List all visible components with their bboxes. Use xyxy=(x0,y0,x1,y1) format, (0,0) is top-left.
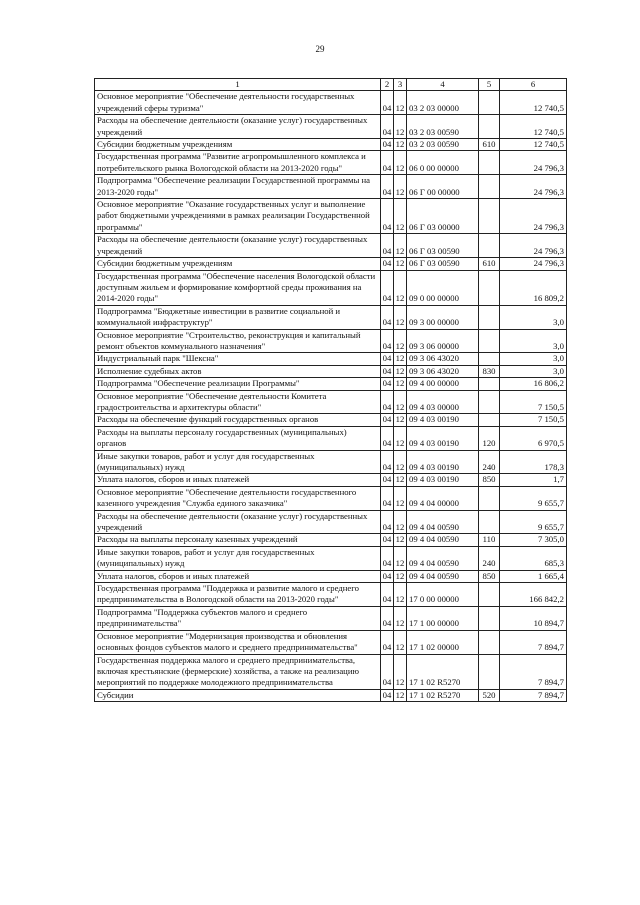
table-row xyxy=(95,353,567,365)
row-expense-type: 850 xyxy=(479,570,500,582)
row-amount: 685,3 xyxy=(500,546,567,570)
table-row xyxy=(95,510,567,534)
row-name: Расходы на обеспечение деятельности (оказание услуг) государственных учреждений xyxy=(95,115,381,139)
row-section: 04 xyxy=(381,654,394,689)
row-expense-type xyxy=(479,390,500,414)
row-name: Иные закупки товаров, работ и услуг для государственных (муниципальных) нужд xyxy=(95,546,381,570)
row-section: 04 xyxy=(381,534,394,546)
row-subsection: 12 xyxy=(394,378,407,390)
row-amount: 7 894,7 xyxy=(500,689,567,701)
row-target-code: 17 0 00 00000 xyxy=(407,583,479,607)
row-target-code: 17 1 02 R5270 xyxy=(407,654,479,689)
table-row xyxy=(95,606,567,630)
row-section: 04 xyxy=(381,486,394,510)
row-expense-type xyxy=(479,654,500,689)
row-subsection: 12 xyxy=(394,630,407,654)
table-row xyxy=(95,175,567,199)
page-number: 29 xyxy=(315,44,325,54)
row-section: 04 xyxy=(381,546,394,570)
row-amount: 24 796,3 xyxy=(500,234,567,258)
row-subsection: 12 xyxy=(394,474,407,486)
row-expense-type: 110 xyxy=(479,534,500,546)
row-target-code: 03 2 03 00590 xyxy=(407,115,479,139)
table-row xyxy=(95,450,567,474)
row-name: Субсидии xyxy=(95,689,381,701)
row-section: 04 xyxy=(381,414,394,426)
row-amount: 24 796,3 xyxy=(500,151,567,175)
table-row xyxy=(95,258,567,270)
row-section: 04 xyxy=(381,570,394,582)
row-target-code: 09 4 04 00000 xyxy=(407,486,479,510)
row-target-code: 09 4 04 00590 xyxy=(407,546,479,570)
row-section: 04 xyxy=(381,378,394,390)
row-expense-type xyxy=(479,353,500,365)
table-row xyxy=(95,378,567,390)
row-section: 04 xyxy=(381,115,394,139)
row-expense-type xyxy=(479,510,500,534)
row-target-code: 06 Г 03 00000 xyxy=(407,199,479,234)
row-name: Уплата налогов, сборов и иных платежей xyxy=(95,570,381,582)
row-subsection: 12 xyxy=(394,139,407,151)
table-row xyxy=(95,270,567,305)
table-row xyxy=(95,305,567,329)
row-amount: 178,3 xyxy=(500,450,567,474)
row-subsection: 12 xyxy=(394,270,407,305)
row-subsection: 12 xyxy=(394,175,407,199)
row-subsection: 12 xyxy=(394,426,407,450)
row-subsection: 12 xyxy=(394,305,407,329)
row-subsection: 12 xyxy=(394,365,407,377)
row-target-code: 06 0 00 00000 xyxy=(407,151,479,175)
row-expense-type xyxy=(479,151,500,175)
row-section: 04 xyxy=(381,630,394,654)
table-row xyxy=(95,546,567,570)
row-target-code: 09 4 04 00590 xyxy=(407,510,479,534)
row-name: Государственная программа "Развитие агропромышленного комплекса и потребительского рынка Вологодской области на 2013-2020 годы" xyxy=(95,151,381,175)
row-amount: 7 894,7 xyxy=(500,630,567,654)
row-subsection: 12 xyxy=(394,390,407,414)
row-target-code: 09 3 00 00000 xyxy=(407,305,479,329)
row-name: Субсидии бюджетным учреждениям xyxy=(95,258,381,270)
row-subsection: 12 xyxy=(394,329,407,353)
row-section: 04 xyxy=(381,139,394,151)
column-header-3: 3 xyxy=(394,79,407,91)
row-name: Основное мероприятие "Оказание государственных услуг и выполнение работ бюджетными учреждениями в рамках реализации Государственной программы" xyxy=(95,199,381,234)
row-subsection: 12 xyxy=(394,570,407,582)
row-amount: 10 894,7 xyxy=(500,606,567,630)
row-amount: 12 740,5 xyxy=(500,115,567,139)
row-expense-type: 610 xyxy=(479,139,500,151)
row-name: Государственная программа "Поддержка и развитие малого и среднего предпринимательства в Вологодской области на 2013-2020 годы" xyxy=(95,583,381,607)
row-amount: 3,0 xyxy=(500,305,567,329)
row-name: Субсидии бюджетным учреждениям xyxy=(95,139,381,151)
row-subsection: 12 xyxy=(394,486,407,510)
row-amount: 6 970,5 xyxy=(500,426,567,450)
row-subsection: 12 xyxy=(394,606,407,630)
row-section: 04 xyxy=(381,426,394,450)
row-section: 04 xyxy=(381,305,394,329)
row-amount: 7 894,7 xyxy=(500,654,567,689)
column-header-1: 1 xyxy=(95,79,381,91)
row-name: Подпрограмма "Обеспечение реализации Программы" xyxy=(95,378,381,390)
row-target-code: 17 1 00 00000 xyxy=(407,606,479,630)
row-name: Подпрограмма "Бюджетные инвестиции в развитие социальной и коммунальной инфраструктур" xyxy=(95,305,381,329)
row-subsection: 12 xyxy=(394,510,407,534)
row-amount: 3,0 xyxy=(500,353,567,365)
table-row xyxy=(95,583,567,607)
row-target-code: 06 Г 03 00590 xyxy=(407,258,479,270)
row-section: 04 xyxy=(381,329,394,353)
column-header-6: 6 xyxy=(500,79,567,91)
row-expense-type xyxy=(479,630,500,654)
table-row xyxy=(95,115,567,139)
row-name: Расходы на обеспечение деятельности (оказание услуг) государственных учреждений xyxy=(95,234,381,258)
row-name: Расходы на обеспечение деятельности (оказание услуг) государственных учреждений xyxy=(95,510,381,534)
table-row xyxy=(95,414,567,426)
row-target-code: 09 4 03 00190 xyxy=(407,474,479,486)
row-expense-type xyxy=(479,115,500,139)
table-row xyxy=(95,329,567,353)
row-target-code: 17 1 02 R5270 xyxy=(407,689,479,701)
row-target-code: 06 Г 00 00000 xyxy=(407,175,479,199)
table-row xyxy=(95,534,567,546)
table-row xyxy=(95,654,567,689)
column-header-4: 4 xyxy=(407,79,479,91)
row-section: 04 xyxy=(381,258,394,270)
row-subsection: 12 xyxy=(394,353,407,365)
row-amount: 1,7 xyxy=(500,474,567,486)
row-name: Расходы на выплаты персоналу государственных (муниципальных) органов xyxy=(95,426,381,450)
row-amount: 7 150,5 xyxy=(500,390,567,414)
row-section: 04 xyxy=(381,583,394,607)
row-target-code: 03 2 03 00590 xyxy=(407,139,479,151)
row-subsection: 12 xyxy=(394,583,407,607)
table-body xyxy=(95,91,567,702)
column-header-2: 2 xyxy=(381,79,394,91)
table-row xyxy=(95,234,567,258)
row-amount: 1 665,4 xyxy=(500,570,567,582)
row-name: Основное мероприятие "Обеспечение деятельности Комитета градостроительства и архитектуры области" xyxy=(95,390,381,414)
row-name: Государственная программа "Обеспечение населения Вологодской области доступным жильем и формирование комфортной среды проживания на 2014-2020 годы" xyxy=(95,270,381,305)
row-amount: 24 796,3 xyxy=(500,199,567,234)
row-expense-type xyxy=(479,270,500,305)
table-row xyxy=(95,426,567,450)
row-expense-type xyxy=(479,305,500,329)
row-subsection: 12 xyxy=(394,91,407,115)
row-subsection: 12 xyxy=(394,258,407,270)
row-section: 04 xyxy=(381,365,394,377)
row-expense-type xyxy=(479,175,500,199)
row-target-code: 09 4 04 00590 xyxy=(407,534,479,546)
row-name: Расходы на обеспечение функций государственных органов xyxy=(95,414,381,426)
row-target-code: 09 4 00 00000 xyxy=(407,378,479,390)
row-target-code: 09 4 03 00190 xyxy=(407,414,479,426)
row-section: 04 xyxy=(381,606,394,630)
row-subsection: 12 xyxy=(394,414,407,426)
row-expense-type: 520 xyxy=(479,689,500,701)
row-subsection: 12 xyxy=(394,151,407,175)
row-name: Подпрограмма "Обеспечение реализации Государственной программы на 2013-2020 годы" xyxy=(95,175,381,199)
row-expense-type xyxy=(479,378,500,390)
table-row xyxy=(95,139,567,151)
row-expense-type xyxy=(479,199,500,234)
row-subsection: 12 xyxy=(394,234,407,258)
row-section: 04 xyxy=(381,234,394,258)
row-expense-type: 850 xyxy=(479,474,500,486)
table-row xyxy=(95,390,567,414)
row-amount: 7 150,5 xyxy=(500,414,567,426)
row-subsection: 12 xyxy=(394,689,407,701)
row-name: Основное мероприятие "Обеспечение деятельности государственного казенного учреждения "Служба единого заказчика" xyxy=(95,486,381,510)
row-name: Основное мероприятие "Обеспечение деятельности государственных учреждений сферы туризма" xyxy=(95,91,381,115)
row-target-code: 09 4 03 00190 xyxy=(407,426,479,450)
row-section: 04 xyxy=(381,270,394,305)
row-subsection: 12 xyxy=(394,534,407,546)
row-amount: 16 809,2 xyxy=(500,270,567,305)
row-section: 04 xyxy=(381,91,394,115)
row-expense-type: 120 xyxy=(479,426,500,450)
row-target-code: 06 Г 03 00590 xyxy=(407,234,479,258)
row-amount: 3,0 xyxy=(500,329,567,353)
row-amount: 3,0 xyxy=(500,365,567,377)
table-row xyxy=(95,474,567,486)
column-header-5: 5 xyxy=(479,79,500,91)
table-header-row xyxy=(95,79,567,91)
row-target-code: 09 4 03 00000 xyxy=(407,390,479,414)
row-subsection: 12 xyxy=(394,546,407,570)
row-amount: 16 806,2 xyxy=(500,378,567,390)
row-expense-type: 240 xyxy=(479,546,500,570)
row-amount: 12 740,5 xyxy=(500,139,567,151)
budget-table xyxy=(94,78,567,702)
row-target-code: 09 4 03 00190 xyxy=(407,450,479,474)
row-name: Основное мероприятие "Строительство, реконструкция и капитальный ремонт объектов коммунального назначения" xyxy=(95,329,381,353)
row-target-code: 17 1 02 00000 xyxy=(407,630,479,654)
row-subsection: 12 xyxy=(394,450,407,474)
table-row xyxy=(95,151,567,175)
row-target-code: 09 3 06 43020 xyxy=(407,353,479,365)
row-expense-type: 240 xyxy=(479,450,500,474)
table-row xyxy=(95,199,567,234)
row-target-code: 03 2 03 00000 xyxy=(407,91,479,115)
row-subsection: 12 xyxy=(394,115,407,139)
table-row xyxy=(95,91,567,115)
row-name: Иные закупки товаров, работ и услуг для государственных (муниципальных) нужд xyxy=(95,450,381,474)
row-section: 04 xyxy=(381,450,394,474)
row-target-code: 09 4 04 00590 xyxy=(407,570,479,582)
row-section: 04 xyxy=(381,353,394,365)
row-amount: 24 796,3 xyxy=(500,258,567,270)
table-row xyxy=(95,570,567,582)
table-row xyxy=(95,486,567,510)
row-name: Исполнение судебных актов xyxy=(95,365,381,377)
row-target-code: 09 0 00 00000 xyxy=(407,270,479,305)
row-amount: 9 655,7 xyxy=(500,486,567,510)
row-expense-type: 830 xyxy=(479,365,500,377)
row-amount: 24 796,3 xyxy=(500,175,567,199)
row-section: 04 xyxy=(381,689,394,701)
row-target-code: 09 3 06 43020 xyxy=(407,365,479,377)
row-expense-type xyxy=(479,583,500,607)
row-section: 04 xyxy=(381,199,394,234)
row-expense-type xyxy=(479,414,500,426)
row-name: Основное мероприятие "Модернизация производства и обновления основных фондов субъектов малого и среднего предпринимательства" xyxy=(95,630,381,654)
row-name: Подпрограмма "Поддержка субъектов малого и среднего предпринимательства" xyxy=(95,606,381,630)
table-row xyxy=(95,365,567,377)
row-section: 04 xyxy=(381,510,394,534)
row-section: 04 xyxy=(381,474,394,486)
row-section: 04 xyxy=(381,151,394,175)
row-expense-type xyxy=(479,486,500,510)
row-amount: 9 655,7 xyxy=(500,510,567,534)
table-row xyxy=(95,630,567,654)
row-name: Уплата налогов, сборов и иных платежей xyxy=(95,474,381,486)
row-section: 04 xyxy=(381,175,394,199)
row-expense-type xyxy=(479,329,500,353)
row-amount: 7 305,0 xyxy=(500,534,567,546)
row-target-code: 09 3 06 00000 xyxy=(407,329,479,353)
row-subsection: 12 xyxy=(394,199,407,234)
row-name: Государственная поддержка малого и среднего предпринимательства, включая крестьянские (фермерские) хозяйства, а также на реализацию мероприятий по поддержке молодежного предпринимательства xyxy=(95,654,381,689)
row-amount: 12 740,5 xyxy=(500,91,567,115)
row-expense-type xyxy=(479,606,500,630)
row-name: Индустриальный парк "Шексна" xyxy=(95,353,381,365)
row-expense-type: 610 xyxy=(479,258,500,270)
row-subsection: 12 xyxy=(394,654,407,689)
row-name: Расходы на выплаты персоналу казенных учреждений xyxy=(95,534,381,546)
row-amount: 166 842,2 xyxy=(500,583,567,607)
row-section: 04 xyxy=(381,390,394,414)
row-expense-type xyxy=(479,234,500,258)
table-row xyxy=(95,689,567,701)
row-expense-type xyxy=(479,91,500,115)
